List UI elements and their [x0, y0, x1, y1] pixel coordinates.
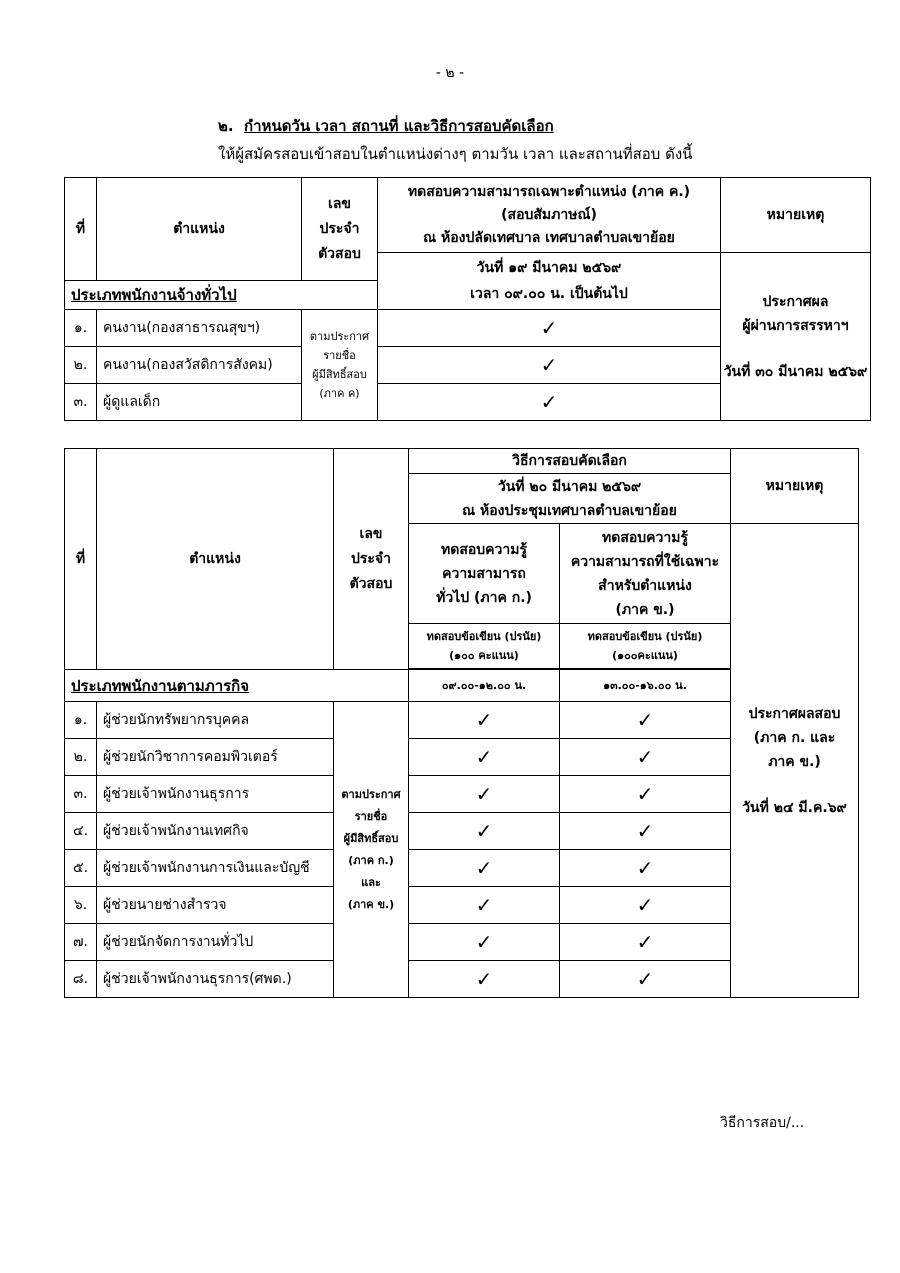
- row-position: ผู้ช่วยนักวิชาการคอมพิวเตอร์: [97, 739, 334, 776]
- col-header-remark: หมายเหตุ: [731, 449, 859, 524]
- check-mark-icon: ✓: [560, 739, 731, 776]
- row-position: ผู้ช่วยนักจัดการงานทั่วไป: [97, 924, 334, 961]
- check-mark-icon: ✓: [409, 887, 560, 924]
- row-number: ๑.: [65, 702, 97, 739]
- check-mark-icon: ✓: [409, 776, 560, 813]
- col-header-position: ตำแหน่ง: [97, 449, 334, 670]
- check-mark-icon: ✓: [378, 384, 721, 421]
- check-mark-icon: ✓: [560, 887, 731, 924]
- part-b-header: ทดสอบความรู้ ความสามารถที่ใช้เฉพาะ สำหรับตำแหน่ง (ภาค ข.): [560, 524, 731, 624]
- row-number: ๓.: [65, 384, 97, 421]
- check-mark-icon: ✓: [560, 961, 731, 998]
- continuation-footer: วิธีการสอบ/...: [720, 1115, 805, 1131]
- check-mark-icon: ✓: [560, 813, 731, 850]
- row-position: คนงาน(กองสวัสดิการสังคม): [97, 347, 302, 384]
- check-mark-icon: ✓: [560, 924, 731, 961]
- row-number: ๓.: [65, 776, 97, 813]
- row-number: ๒.: [65, 347, 97, 384]
- check-mark-icon: ✓: [409, 702, 560, 739]
- method-title: วิธีการสอบคัดเลือก: [409, 449, 731, 474]
- section-title: กำหนดวัน เวลา สถานที่ และวิธีการสอบคัดเลือก: [244, 117, 554, 135]
- row-position: ผู้ช่วยเจ้าพนักงานเทศกิจ: [97, 813, 334, 850]
- time-part-a: ๐๙.๐๐-๑๒.๐๐ น.: [409, 670, 560, 702]
- interview-schedule-table: [64, 177, 871, 421]
- col-header-no: ที่: [65, 449, 97, 670]
- check-mark-icon: ✓: [409, 850, 560, 887]
- instruction-text: ให้ผู้สมัครสอบเข้าสอบในตำแหน่งต่างๆ ตามวัน เวลา และสถานที่สอบ ดังนี้: [218, 145, 693, 163]
- row-position: คนงาน(กองสาธารณสุขฯ): [97, 310, 302, 347]
- col-header-position: ตำแหน่ง: [97, 178, 302, 281]
- row-number: ๔.: [65, 813, 97, 850]
- check-mark-icon: ✓: [409, 739, 560, 776]
- col-header-exam-id: เลข ประจำ ตัวสอบ: [334, 449, 409, 670]
- exam-id-note: ตามประกาศ รายชื่อ ผู้มีสิทธิ์สอบ (ภาค ก.) และ (ภาค ข.): [334, 702, 409, 998]
- row-position: ผู้ช่วยเจ้าพนักงานการเงินและบัญชี: [97, 850, 334, 887]
- remark-cell: ประกาศผล ผู้ผ่านการสรรหาฯ วันที่ ๓๐ มีนาคม ๒๕๖๙: [721, 253, 871, 421]
- row-number: ๑.: [65, 310, 97, 347]
- section-number: ๒.: [218, 117, 234, 135]
- check-mark-icon: ✓: [409, 924, 560, 961]
- row-number: ๖.: [65, 887, 97, 924]
- check-mark-icon: ✓: [378, 310, 721, 347]
- written-exam-schedule-table: [64, 448, 859, 998]
- col-header-test: ทดสอบความสามารถเฉพาะตำแหน่ง (ภาค ค.) (สอบสัมภาษณ์) ณ ห้องปลัดเทศบาล เทศบาลตำบลเขาย้อย: [378, 178, 721, 253]
- part-a-header: ทดสอบความรู้ ความสามารถ ทั่วไป (ภาค ก.): [409, 524, 560, 624]
- test-date-time: วันที่ ๑๙ มีนาคม ๒๕๖๙ เวลา ๐๙.๐๐ น. เป็นต้นไป: [378, 253, 721, 310]
- remark-date: วันที่ ๓๐ มีนาคม ๒๕๖๙: [723, 363, 868, 380]
- time-part-b: ๑๓.๐๐-๑๖.๐๐ น.: [560, 670, 731, 702]
- row-position: ผู้ช่วยเจ้าพนักงานธุรการ(ศพด.): [97, 961, 334, 998]
- row-position: ผู้ดูแลเด็ก: [97, 384, 302, 421]
- exam-id-note: ตามประกาศ รายชื่อ ผู้มีสิทธิ์สอบ (ภาค ค): [302, 310, 378, 421]
- remark-cell: ประกาศผลสอบ (ภาค ก. และ ภาค ข.) วันที่ ๒๔ มี.ค.๖๙: [731, 524, 859, 998]
- check-mark-icon: ✓: [560, 702, 731, 739]
- part-a-format: ทดสอบข้อเขียน (ปรนัย) (๑๐๐ คะแนน): [409, 624, 560, 669]
- col-header-exam-id: เลข ประจำ ตัวสอบ: [302, 178, 378, 281]
- method-date-place: วันที่ ๒๐ มีนาคม ๒๕๖๙ ณ ห้องประชุมเทศบาลตำบลเขาย้อย: [409, 474, 731, 524]
- col-header-no: ที่: [65, 178, 97, 281]
- row-number: ๒.: [65, 739, 97, 776]
- check-mark-icon: ✓: [409, 961, 560, 998]
- category-label: ประเภทพนักงานตามภารกิจ: [65, 670, 409, 702]
- row-position: ผู้ช่วยเจ้าพนักงานธุรการ: [97, 776, 334, 813]
- row-position: ผู้ช่วยนักทรัพยากรบุคคล: [97, 702, 334, 739]
- row-number: ๗.: [65, 924, 97, 961]
- row-number: ๕.: [65, 850, 97, 887]
- col-header-remark: หมายเหตุ: [721, 178, 871, 253]
- check-mark-icon: ✓: [560, 776, 731, 813]
- remark-date: วันที่ ๒๔ มี.ค.๖๙: [742, 799, 847, 816]
- page-number: - ๒ -: [435, 65, 465, 81]
- section-heading: [218, 114, 554, 138]
- check-mark-icon: ✓: [409, 813, 560, 850]
- check-mark-icon: ✓: [378, 347, 721, 384]
- part-b-format: ทดสอบข้อเขียน (ปรนัย) (๑๐๐คะแนน): [560, 624, 731, 669]
- check-mark-icon: ✓: [560, 850, 731, 887]
- category-label: ประเภทพนักงานจ้างทั่วไป: [65, 281, 378, 310]
- row-position: ผู้ช่วยนายช่างสำรวจ: [97, 887, 334, 924]
- row-number: ๘.: [65, 961, 97, 998]
